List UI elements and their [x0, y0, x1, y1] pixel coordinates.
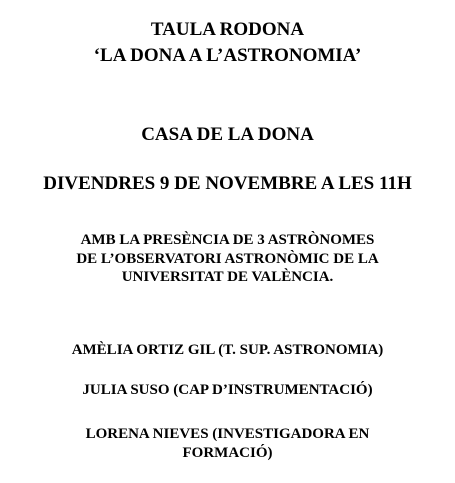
- title-line-1: TAULA RODONA: [150, 19, 305, 40]
- presence-line-1: AMB LA PRESÈNCIA DE 3 ASTRÒNOMES: [80, 232, 375, 248]
- speaker-nieves-line-1: LORENA NIEVES (INVESTIGADORA EN: [85, 426, 370, 442]
- event-date: DIVENDRES 9 DE NOVEMBRE A LES 11H: [43, 173, 412, 194]
- speaker-suso: JULIA SUSO (CAP D’INSTRUMENTACIÓ): [82, 382, 373, 398]
- venue: CASA DE LA DONA: [141, 124, 314, 145]
- title-line-2: ‘LA DONA A L’ASTRONOMIA’: [93, 45, 362, 66]
- presence-line-2: DE L’OBSERVATORI ASTRONÒMIC DE LA: [76, 251, 379, 267]
- speaker-nieves-line-2: FORMACIÓ): [182, 445, 273, 461]
- speaker-ortiz: AMÈLIA ORTIZ GIL (T. SUP. ASTRONOMIA): [71, 342, 384, 358]
- presence-line-3: UNIVERSITAT DE VALÈNCIA.: [121, 269, 334, 285]
